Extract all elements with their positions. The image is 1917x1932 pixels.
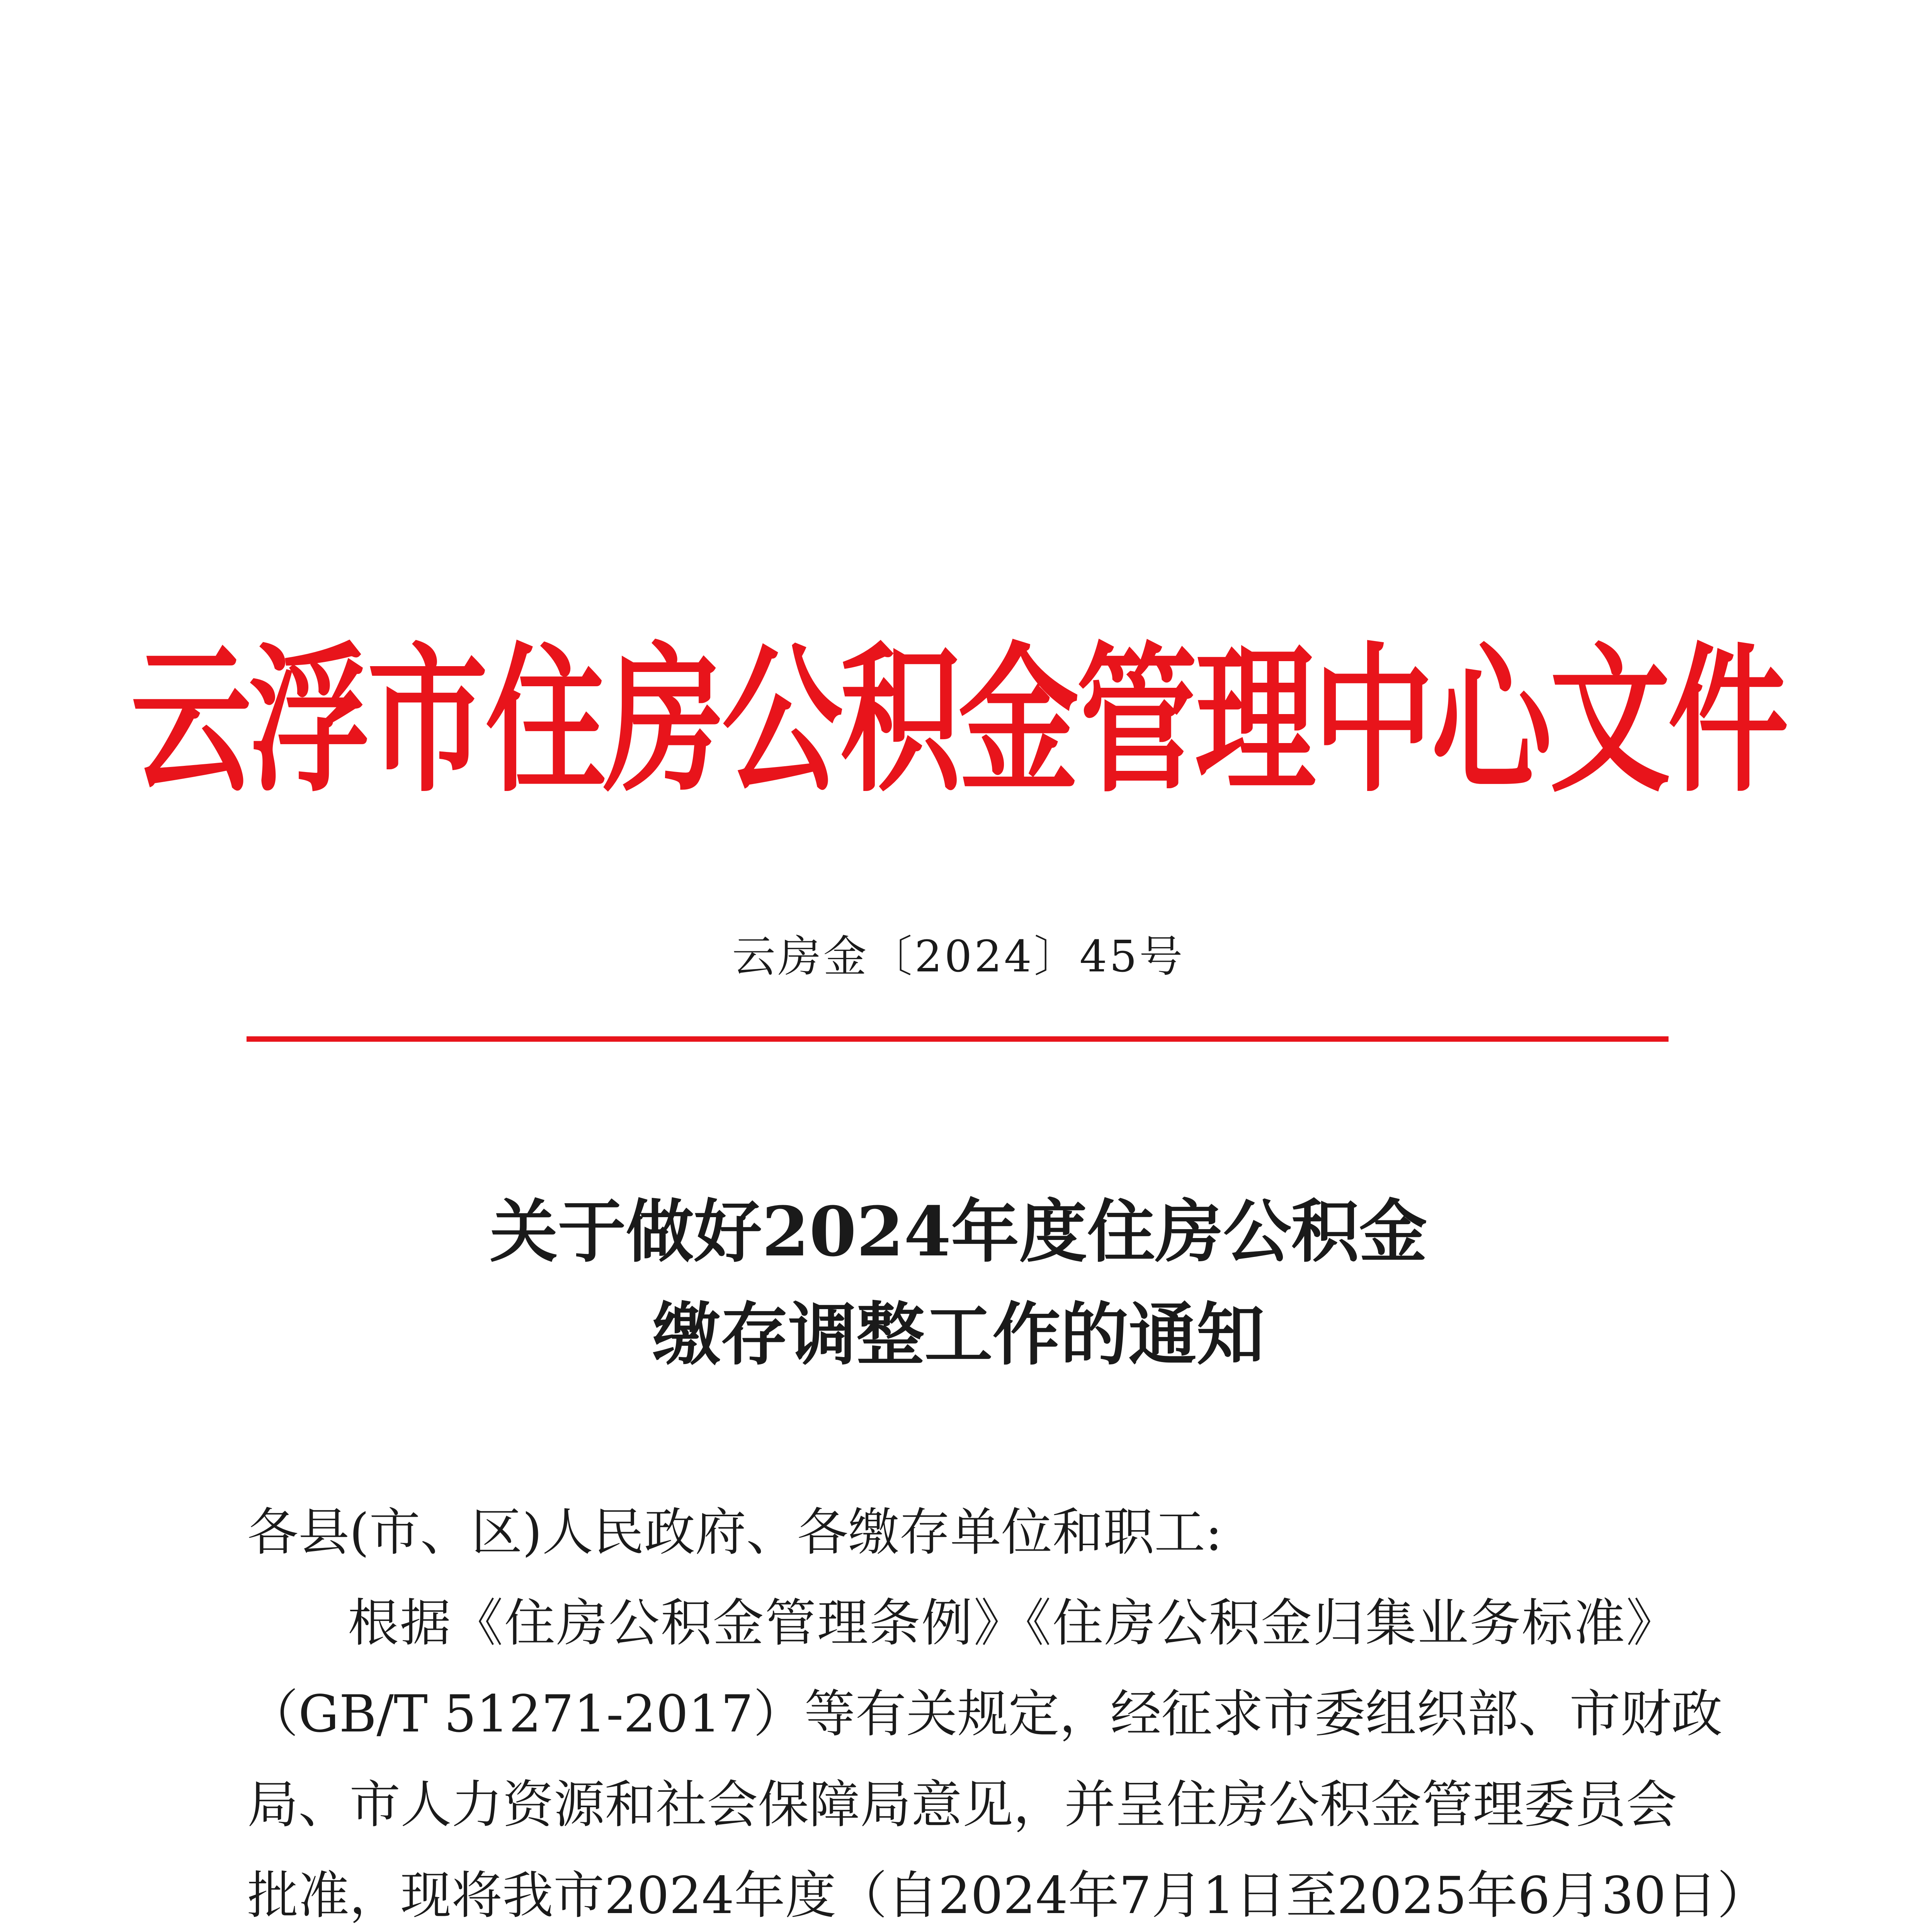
paragraph-1-line-4: 批准，现将我市2024年度（自2024年7月1日至2025年6月30日）: [247, 1866, 1768, 1925]
paragraph-1-line-1: 根据《住房公积金管理条例》《住房公积金归集业务标准》: [348, 1594, 1677, 1653]
notice-title-line-1: 关于做好2024年度住房公积金: [490, 1192, 1427, 1272]
paragraph-1-line-2: （GB/T 51271-2017）等有关规定，经征求市委组织部、市财政: [247, 1684, 1723, 1744]
masthead-title: 云浮市住房公积金管理中心文件: [131, 628, 1786, 814]
notice-title-line-2: 缴存调整工作的通知: [652, 1294, 1265, 1374]
document-number: 云房金〔2024〕45号: [732, 932, 1185, 982]
red-divider-line: [247, 1036, 1669, 1042]
paragraph-1-line-3: 局、市人力资源和社会保障局意见，并呈住房公积金管理委员会: [247, 1775, 1677, 1835]
salutation: 各县(市、区)人民政府、各缴存单位和职工:: [247, 1503, 1223, 1562]
